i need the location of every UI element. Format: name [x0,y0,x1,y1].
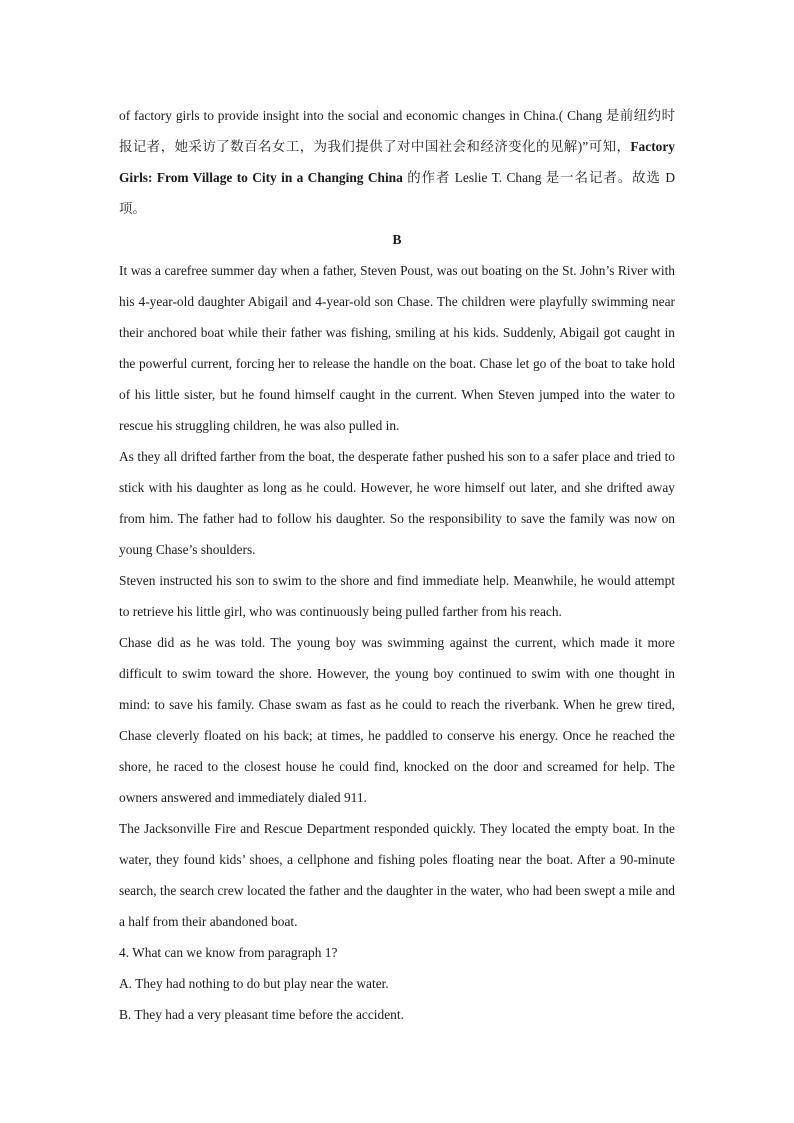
paragraph-5: The Jacksonville Fire and Rescue Department responded quickly. They located the empty boat. In the water, they found kids’ shoes, a cellphone and fishing poles floating near the boat. After a 90-minute search, the search crew located the father and the daughter in the water, who had been swept a mile and a half from their abandoned boat. [119,821,675,929]
book-title: Factory Girls: From Village to City in a Changing China [119,139,675,185]
question-stem: 4. What can we know from paragraph 1? [119,945,338,960]
explanation-text-2: 的作者 Leslie T. Chang 是一名记者。故选 D 项。 [119,170,675,216]
paragraph-3: Steven instructed his son to swim to the shore and find immediate help. Meanwhile, he would attempt to retrieve his little girl, who was continuously being pulled farther from his reach. [119,573,675,619]
paragraph-4: Chase did as he was told. The young boy was swimming against the current, which made it more difficult to swim toward the shore. However, the young boy continued to swim with one thought in mind: to save his family. Chase swam as fast as he could to reach the riverbank. When he grew tired, Chase cleverly floated on his back; at times, he paddled to conserve his energy. Once he reached the shore, he raced to the closest house he could find, knocked on the door and screamed for help. The owners answered and immediately dialed 911. [119,635,675,805]
section-heading: B [392,232,402,247]
document-page [119,100,675,1030]
option-a: A. They had nothing to do but play near the water. [119,976,389,991]
answer-explanation [119,100,675,224]
option-b: B. They had a very pleasant time before the accident. [119,1007,404,1022]
explanation-text-1: of factory girls to provide insight into the social and economic changes in China.( Chang 是前纽约时报记者，她采访了数百名女工，为我们提供了对中国社会和经济变化的见解)”可知， [119,108,675,154]
paragraph-2: As they all drifted farther from the boat, the desperate father pushed his son to a safer place and tried to stick with his daughter as long as he could. However, he wore himself out later, and she drifted away from him. The father had to follow his daughter. So the responsibility to save the family was now on young Chase’s shoulders. [119,449,675,557]
paragraph-1: It was a carefree summer day when a father, Steven Poust, was out boating on the St. John’s River with his 4-year-old daughter Abigail and 4-year-old son Chase. The children were playfully swimming near their anchored boat while their father was fishing, smiling at his kids. Suddenly, Abigail got caught in the powerful current, forcing her to release the handle on the boat. Chase let go of the boat to take hold of his little sister, but he found himself caught in the current. When Steven jumped into the water to rescue his struggling children, he was also pulled in. [119,263,675,433]
